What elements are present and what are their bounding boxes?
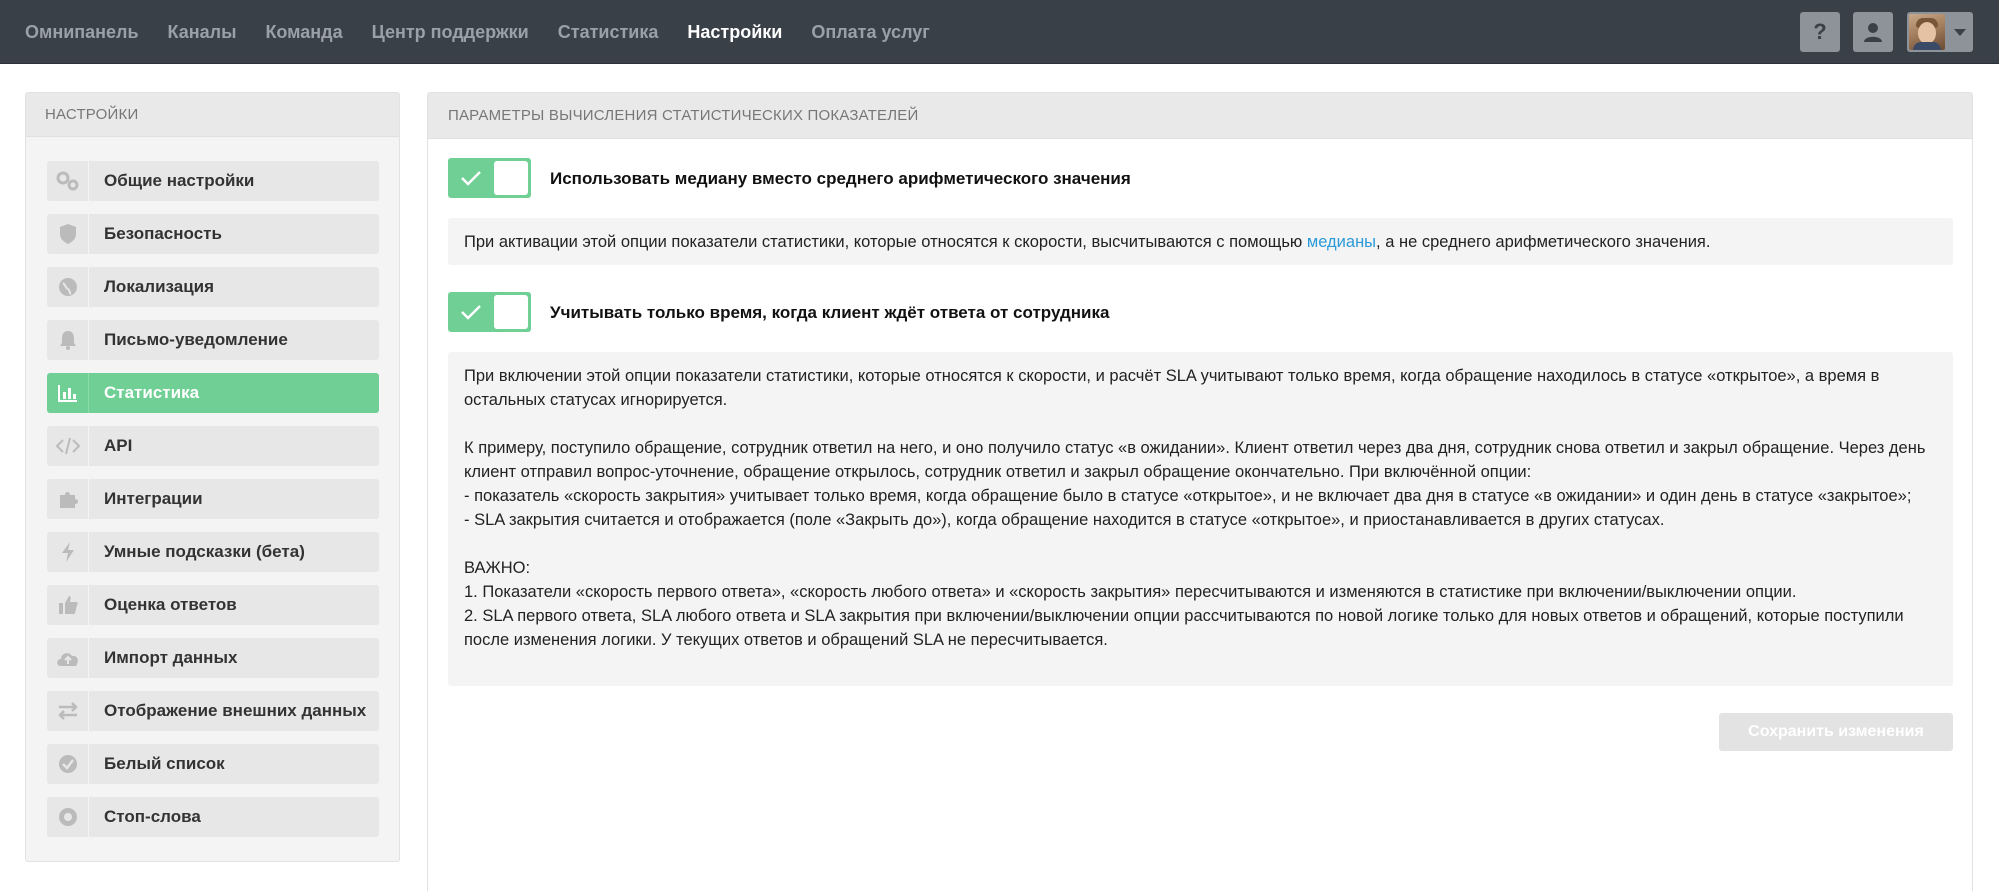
check-icon — [460, 303, 482, 321]
sidebar-item-label: Импорт данных — [104, 648, 238, 667]
bell-icon — [58, 329, 78, 351]
statistics-settings-panel — [427, 92, 1973, 891]
nav-billing[interactable]: Оплата услуг — [811, 21, 930, 42]
nav-omnipanel[interactable]: Омнипанель — [25, 21, 139, 42]
sidebar-item-reply-rating[interactable] — [47, 585, 379, 625]
thumbs-up-icon — [57, 594, 79, 616]
exchange-icon — [56, 701, 80, 721]
sidebar-item-label: Локализация — [104, 277, 215, 296]
sidebar-item-label: Отображение внешних данных — [104, 701, 367, 720]
sidebar-item-statistics[interactable] — [47, 373, 379, 413]
waiting-time-toggle[interactable] — [448, 292, 531, 332]
sidebar-item-data-import[interactable] — [47, 638, 379, 678]
sidebar-item-label: Оценка ответов — [104, 595, 237, 614]
sidebar-item-external-data[interactable] — [47, 691, 379, 731]
sidebar-item-api[interactable] — [47, 426, 379, 466]
lightning-icon — [59, 541, 77, 563]
help-icon: ? — [1813, 19, 1827, 44]
waiting-time-option-label: Учитывать только время, когда клиент ждёт ответа от сотрудника — [550, 303, 1110, 322]
sidebar-item-label: Белый список — [104, 754, 225, 773]
sidebar-item-label: Письмо-уведомление — [104, 330, 288, 349]
sidebar-item-label: Общие настройки — [104, 171, 255, 190]
check-icon — [460, 169, 482, 187]
sidebar-item-integrations[interactable] — [47, 479, 379, 519]
sidebar-item-label: Интеграции — [104, 489, 203, 508]
median-link[interactable]: медианы — [1306, 232, 1377, 251]
note-paragraph: 1. Показатели «скорость первого ответа», «скорость любого ответа» и «скорость закрытия» пересчитываются и изменяются в статистике при включении/выключении опции. — [464, 583, 1797, 601]
user-icon — [1862, 21, 1884, 43]
cloud-upload-icon — [55, 648, 81, 668]
sidebar-item-smart-hints[interactable] — [47, 532, 379, 572]
shield-icon — [58, 223, 78, 245]
nav-statistics[interactable]: Статистика — [557, 21, 659, 42]
waiting-time-option-note — [448, 352, 1953, 686]
note-paragraph: При включении этой опции показатели статистики, которые относятся к скорости, и расчёт SLA учитывают только время, когда обращение находилось в статусе «открытое», а время в остальных статусах игнорируется. — [464, 367, 1880, 409]
sidebar-item-label: Стоп-слова — [104, 807, 201, 826]
stop-circle-icon — [57, 806, 79, 828]
note-paragraph: - показатель «скорость закрытия» учитывает только время, когда обращение было в статусе «открытое», и не включает два дня в статусе «в ожидании» и один день в статусе «закрытое»; — [464, 487, 1912, 505]
sidebar-title: НАСТРОЙКИ — [26, 93, 399, 137]
toggle-knob — [494, 295, 528, 329]
sidebar-item-label: Умные подсказки (бета) — [104, 542, 305, 561]
sidebar-item-label: Статистика — [104, 383, 200, 402]
sidebar-item-label: API — [104, 436, 133, 455]
settings-sidebar — [25, 92, 400, 862]
chevron-down-icon — [1954, 29, 1966, 36]
gears-icon — [55, 170, 81, 192]
note-paragraph: 2. SLA первого ответа, SLA любого ответа и SLA закрытия при включении/выключении опции рассчитываются по новой логике только для новых ответов и обращений, которые поступили после изменения логики. У текущих ответов и обращений SLA не пересчитывается. — [464, 607, 1904, 649]
sidebar-item-general[interactable] — [47, 161, 379, 201]
profile-button[interactable] — [1853, 12, 1893, 52]
median-option-note — [448, 218, 1953, 265]
sidebar-item-notification-email[interactable] — [47, 320, 379, 360]
sidebar-item-whitelist[interactable] — [47, 744, 379, 784]
globe-icon — [57, 276, 79, 298]
nav-support-center[interactable]: Центр поддержки — [371, 21, 529, 42]
sidebar-item-security[interactable] — [47, 214, 379, 254]
sidebar-item-localization[interactable] — [47, 267, 379, 307]
panel-title: ПАРАМЕТРЫ ВЫЧИСЛЕНИЯ СТАТИСТИЧЕСКИХ ПОКАЗАТЕЛЕЙ — [428, 93, 1972, 139]
avatar — [1909, 14, 1945, 50]
nav-channels[interactable]: Каналы — [167, 21, 237, 42]
sidebar-item-stop-words[interactable] — [47, 797, 379, 837]
note-paragraph: ВАЖНО: — [464, 559, 531, 577]
code-icon — [55, 436, 81, 456]
help-button[interactable] — [1800, 12, 1840, 52]
puzzle-icon — [57, 488, 79, 510]
median-option-label: Использовать медиану вместо среднего арифметического значения — [550, 169, 1131, 188]
median-toggle[interactable] — [448, 158, 531, 198]
account-menu[interactable] — [1907, 12, 1973, 52]
note-paragraph: К примеру, поступило обращение, сотрудник ответил на него, и оно получило статус «в ожидании». Клиент ответил через два дня, сотрудник снова ответил и закрыл обращение. Через день клиент отправил вопрос-уточнение, обращение открылось, сотрудник ответил и закрыл обращение окончательно. При включённой опции: — [464, 439, 1926, 481]
note-text: , а не среднего арифметического значения. — [1376, 232, 1711, 251]
toggle-knob — [494, 161, 528, 195]
nav-settings[interactable]: Настройки — [687, 21, 783, 42]
sidebar-item-label: Безопасность — [104, 224, 222, 243]
main-nav — [25, 0, 959, 64]
check-badge-icon — [57, 753, 79, 775]
note-text: При активации этой опции показатели статистики, которые относятся к скорости, высчитываются с помощью — [464, 232, 1307, 251]
nav-team[interactable]: Команда — [265, 21, 343, 42]
note-paragraph: - SLA закрытия считается и отображается (поле «Закрыть до»), когда обращение находится в статусе «открытое», и приостанавливается в других статусах. — [464, 511, 1665, 529]
top-navigation-bar — [0, 0, 1999, 64]
save-changes-button[interactable]: Сохранить изменения — [1719, 713, 1953, 751]
bar-chart-icon — [57, 383, 79, 403]
